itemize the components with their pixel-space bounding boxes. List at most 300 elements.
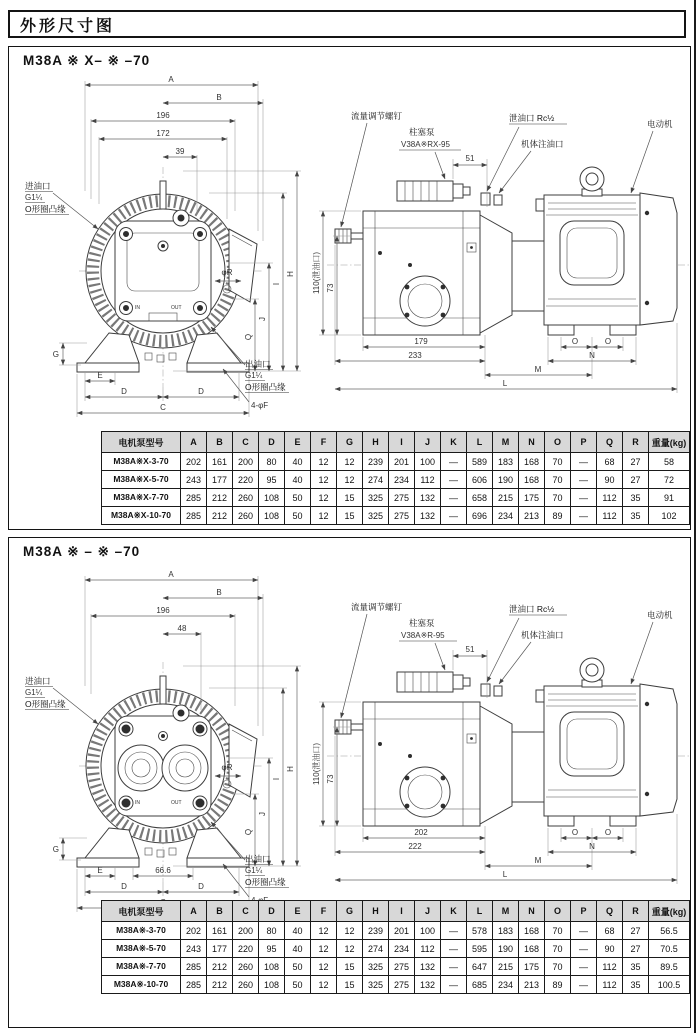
drain-port-label: 泄油口 Rc½: [509, 113, 555, 123]
value-cell: 606: [467, 471, 493, 489]
outlet-thread: G1¼: [245, 866, 263, 875]
column-header: E: [285, 432, 311, 453]
value-cell: 70.5: [649, 940, 690, 958]
table-row: [102, 471, 690, 489]
value-cell: 274: [363, 471, 389, 489]
inlet-title: 进油口: [25, 676, 51, 686]
value-cell: 175: [519, 958, 545, 976]
dim-73-label: 73: [326, 283, 335, 293]
value-cell: 35: [623, 489, 649, 507]
column-header: B: [207, 432, 233, 453]
page-title-text: 外形尺寸图: [20, 17, 116, 35]
dim-d-label: D: [121, 387, 127, 396]
value-cell: 685: [467, 976, 493, 994]
dim-d-label: D: [198, 882, 204, 891]
column-header: J: [415, 432, 441, 453]
value-cell: 275: [389, 489, 415, 507]
dim-202-label: 202: [414, 828, 428, 837]
value-cell: 234: [493, 976, 519, 994]
value-cell: 15: [337, 489, 363, 507]
dim-e-label: E: [97, 371, 103, 380]
value-cell: 234: [389, 471, 415, 489]
dim-51-label: 51: [465, 645, 475, 654]
flow-screw-label: 流量调节螺钉: [351, 602, 403, 612]
inlet-thread: G1¼: [25, 688, 43, 697]
dim-110-label: 110(泄油口): [312, 742, 321, 786]
model-label: M38A ※ – ※ –70: [23, 544, 141, 559]
value-cell: 80: [259, 922, 285, 940]
value-cell: 95: [259, 940, 285, 958]
value-cell: 202: [181, 922, 207, 940]
value-cell: 108: [259, 489, 285, 507]
model-cell: M38A※X-5-70: [102, 471, 181, 489]
outlet-thread: G1¼: [245, 371, 263, 380]
value-cell: —: [441, 489, 467, 507]
spec-table: [101, 900, 690, 994]
value-cell: 50: [285, 958, 311, 976]
value-cell: 285: [181, 489, 207, 507]
value-cell: 70: [545, 940, 571, 958]
value-cell: 260: [233, 976, 259, 994]
dim-g-label: G: [52, 845, 59, 854]
dim-g-label: G: [52, 350, 59, 359]
column-header: H: [363, 901, 389, 922]
value-cell: 325: [363, 489, 389, 507]
dim-110-label: 110(泄油口): [312, 251, 321, 295]
section-m38a-x-70: [8, 46, 691, 530]
dim-233-label: 233: [408, 351, 422, 360]
value-cell: 12: [337, 453, 363, 471]
value-cell: 35: [623, 976, 649, 994]
inlet-flange: O形圈凸缘: [25, 699, 66, 709]
dim-196-label: 196: [156, 111, 170, 120]
value-cell: 325: [363, 507, 389, 525]
value-cell: 15: [337, 976, 363, 994]
pump-model-label: V38A※RX-95: [401, 140, 450, 149]
value-cell: 15: [337, 958, 363, 976]
column-header: M: [493, 432, 519, 453]
column-header: O: [545, 432, 571, 453]
column-header: M: [493, 901, 519, 922]
value-cell: 70: [545, 958, 571, 976]
inlet-flange: O形圈凸缘: [25, 204, 66, 214]
dim-m-label: M: [534, 856, 542, 865]
inlet-title: 进油口: [25, 181, 51, 191]
column-header: F: [311, 432, 337, 453]
dim-q-label: Q: [244, 333, 253, 341]
outlet-flange: O形圈凸缘: [245, 382, 286, 392]
column-header: N: [519, 901, 545, 922]
value-cell: 275: [389, 958, 415, 976]
value-cell: 68: [597, 453, 623, 471]
value-cell: 201: [389, 453, 415, 471]
value-cell: 100.5: [649, 976, 690, 994]
column-header: A: [181, 901, 207, 922]
value-cell: 177: [207, 471, 233, 489]
column-header: R: [623, 901, 649, 922]
value-cell: 27: [623, 453, 649, 471]
value-cell: 578: [467, 922, 493, 940]
value-cell: 12: [311, 940, 337, 958]
value-cell: 12: [337, 940, 363, 958]
value-cell: 12: [311, 453, 337, 471]
outlet-title: 出油口: [245, 854, 271, 864]
value-cell: —: [571, 940, 597, 958]
value-cell: 90: [597, 471, 623, 489]
dim-66-6-label: 66.6: [155, 866, 171, 875]
page-title: [8, 10, 686, 38]
value-cell: 239: [363, 922, 389, 940]
dim-j-label: J: [258, 812, 267, 816]
table-row: [102, 976, 690, 994]
column-header: H: [363, 432, 389, 453]
dim-l-label: L: [502, 870, 508, 879]
value-cell: —: [571, 922, 597, 940]
value-cell: 168: [519, 922, 545, 940]
pump-and-motor-body: [335, 167, 677, 335]
value-cell: 12: [311, 489, 337, 507]
front-view-drawing: [23, 564, 313, 916]
value-cell: 212: [207, 507, 233, 525]
value-cell: 132: [415, 489, 441, 507]
piston-pump-label: 柱塞泵: [409, 127, 435, 137]
value-cell: 108: [259, 507, 285, 525]
column-header: 重量(kg): [649, 901, 690, 922]
side-view-drawing: [305, 103, 697, 398]
value-cell: 168: [519, 940, 545, 958]
dim-172-label: 172: [156, 129, 170, 138]
dim-h-label: H: [286, 271, 295, 277]
inlet-callout: [25, 181, 98, 229]
value-cell: 213: [519, 507, 545, 525]
value-cell: 161: [207, 922, 233, 940]
inlet-callout: [25, 676, 98, 724]
table-header-row: [102, 432, 690, 453]
dim-e-label: E: [97, 866, 103, 875]
value-cell: 275: [389, 976, 415, 994]
value-cell: 15: [337, 507, 363, 525]
outlet-title: 出油口: [245, 359, 271, 369]
pump-and-motor-body: [335, 658, 677, 826]
value-cell: 27: [623, 922, 649, 940]
value-cell: 50: [285, 489, 311, 507]
value-cell: 50: [285, 507, 311, 525]
value-cell: 183: [493, 922, 519, 940]
value-cell: 201: [389, 922, 415, 940]
piston-pump-label: 柱塞泵: [409, 618, 435, 628]
value-cell: 168: [519, 471, 545, 489]
value-cell: 12: [311, 471, 337, 489]
value-cell: 12: [311, 976, 337, 994]
dim-48-label: 48: [177, 624, 187, 633]
value-cell: 89: [545, 507, 571, 525]
value-cell: 161: [207, 453, 233, 471]
value-cell: 595: [467, 940, 493, 958]
flow-screw-label: 流量调节螺钉: [351, 111, 403, 121]
value-cell: 177: [207, 940, 233, 958]
value-cell: —: [571, 976, 597, 994]
table-row: [102, 940, 690, 958]
dim-i-label: I: [272, 282, 281, 286]
value-cell: 72: [649, 471, 690, 489]
value-cell: —: [441, 976, 467, 994]
dim-d-label: D: [198, 387, 204, 396]
value-cell: 40: [285, 453, 311, 471]
value-cell: 70: [545, 471, 571, 489]
value-cell: 56.5: [649, 922, 690, 940]
value-cell: 220: [233, 940, 259, 958]
dim-179-label: 179: [414, 337, 428, 346]
value-cell: 112: [597, 489, 623, 507]
dim-c-label: C: [160, 403, 166, 412]
value-cell: 108: [259, 976, 285, 994]
value-cell: 202: [181, 453, 207, 471]
value-cell: 212: [207, 489, 233, 507]
value-cell: —: [571, 453, 597, 471]
motor-label: 电动机: [647, 119, 673, 129]
model-label: M38A ※ X– ※ –70: [23, 53, 151, 68]
value-cell: —: [571, 489, 597, 507]
value-cell: 12: [337, 471, 363, 489]
table-row: [102, 489, 690, 507]
value-cell: 239: [363, 453, 389, 471]
value-cell: 89.5: [649, 958, 690, 976]
body-fill-label: 机体注油口: [521, 630, 564, 640]
dim-d-label: D: [121, 882, 127, 891]
drain-port-label: 泄油口 Rc½: [509, 604, 555, 614]
column-header: O: [545, 901, 571, 922]
column-header: C: [233, 432, 259, 453]
column-header: Q: [597, 901, 623, 922]
dim-39-label: 39: [175, 147, 185, 156]
value-cell: 68: [597, 922, 623, 940]
value-cell: 50: [285, 976, 311, 994]
dim-phi-r-label: φR: [221, 763, 233, 772]
column-header: I: [389, 901, 415, 922]
value-cell: 35: [623, 958, 649, 976]
value-cell: 12: [311, 922, 337, 940]
cast-mark-in: IN: [135, 305, 140, 311]
column-header: K: [441, 432, 467, 453]
value-cell: 234: [493, 507, 519, 525]
cast-mark-out: OUT: [171, 305, 182, 311]
dim-l-label: L: [502, 379, 508, 388]
value-cell: 325: [363, 976, 389, 994]
value-cell: 215: [493, 489, 519, 507]
column-header: P: [571, 901, 597, 922]
dim-q-label: Q: [244, 828, 253, 836]
value-cell: 40: [285, 471, 311, 489]
column-header: E: [285, 901, 311, 922]
value-cell: —: [571, 471, 597, 489]
value-cell: —: [441, 958, 467, 976]
value-cell: 175: [519, 489, 545, 507]
value-cell: 80: [259, 453, 285, 471]
model-cell: M38A※X-3-70: [102, 453, 181, 471]
value-cell: 212: [207, 976, 233, 994]
dim-b-label: B: [216, 588, 222, 597]
value-cell: 285: [181, 507, 207, 525]
column-header: D: [259, 901, 285, 922]
dim-a-label: A: [168, 75, 174, 84]
value-cell: 100: [415, 922, 441, 940]
value-cell: 200: [233, 453, 259, 471]
column-header: Q: [597, 432, 623, 453]
pump-model-label: V38A※R-95: [401, 631, 445, 640]
dim-b-label: B: [216, 93, 222, 102]
section-m38a-70: [8, 537, 691, 1028]
value-cell: 12: [337, 922, 363, 940]
column-header: B: [207, 901, 233, 922]
value-cell: 102: [649, 507, 690, 525]
value-cell: 260: [233, 507, 259, 525]
dim-o-label: O: [604, 828, 612, 837]
value-cell: 91: [649, 489, 690, 507]
dim-a-label: A: [168, 570, 174, 579]
value-cell: 647: [467, 958, 493, 976]
value-cell: 190: [493, 471, 519, 489]
value-cell: 190: [493, 940, 519, 958]
value-cell: —: [441, 453, 467, 471]
value-cell: 274: [363, 940, 389, 958]
dim-51-label: 51: [465, 154, 475, 163]
dim-o-label: O: [604, 337, 612, 346]
column-header: 电机泵型号: [102, 901, 181, 922]
value-cell: 200: [233, 922, 259, 940]
value-cell: 27: [623, 471, 649, 489]
value-cell: —: [441, 922, 467, 940]
dim-i-label: I: [272, 777, 281, 781]
value-cell: 212: [207, 958, 233, 976]
column-header: N: [519, 432, 545, 453]
dim-n-label: N: [589, 842, 595, 851]
value-cell: 132: [415, 507, 441, 525]
value-cell: 132: [415, 958, 441, 976]
value-cell: 112: [415, 471, 441, 489]
column-header: A: [181, 432, 207, 453]
value-cell: 168: [519, 453, 545, 471]
dim-o-label: O: [571, 337, 579, 346]
model-cell: M38A※X-7-70: [102, 489, 181, 507]
table-row: [102, 453, 690, 471]
value-cell: 89: [545, 976, 571, 994]
value-cell: 100: [415, 453, 441, 471]
value-cell: 112: [597, 976, 623, 994]
column-header: J: [415, 901, 441, 922]
value-cell: 183: [493, 453, 519, 471]
table-row: [102, 958, 690, 976]
value-cell: 12: [311, 507, 337, 525]
column-header: I: [389, 432, 415, 453]
value-cell: 40: [285, 922, 311, 940]
value-cell: 70: [545, 922, 571, 940]
value-cell: 243: [181, 471, 207, 489]
model-cell: M38A※-7-70: [102, 958, 181, 976]
side-view-drawing: [305, 594, 697, 889]
dim-m-label: M: [534, 365, 542, 374]
value-cell: 27: [623, 940, 649, 958]
value-cell: 112: [415, 940, 441, 958]
column-header: R: [623, 432, 649, 453]
column-header: P: [571, 432, 597, 453]
column-header: L: [467, 901, 493, 922]
value-cell: 260: [233, 489, 259, 507]
value-cell: 260: [233, 958, 259, 976]
value-cell: —: [441, 507, 467, 525]
dim-73-label: 73: [326, 774, 335, 784]
cast-mark-out: OUT: [171, 800, 182, 806]
table-header-row: [102, 901, 690, 922]
value-cell: 40: [285, 940, 311, 958]
value-cell: 132: [415, 976, 441, 994]
inlet-thread: G1¼: [25, 193, 43, 202]
value-cell: 213: [519, 976, 545, 994]
column-header: K: [441, 901, 467, 922]
model-cell: M38A※X-10-70: [102, 507, 181, 525]
value-cell: 70: [545, 453, 571, 471]
column-header: D: [259, 432, 285, 453]
column-header: G: [337, 432, 363, 453]
column-header: G: [337, 901, 363, 922]
dim-phi-r-label: φR: [221, 268, 233, 277]
table-row: [102, 922, 690, 940]
dim-222-label: 222: [408, 842, 422, 851]
dim-j-label: J: [258, 317, 267, 321]
value-cell: 325: [363, 958, 389, 976]
body-fill-label: 机体注油口: [521, 139, 564, 149]
value-cell: 90: [597, 940, 623, 958]
value-cell: 70: [545, 489, 571, 507]
model-cell: M38A※-5-70: [102, 940, 181, 958]
dim-n-label: N: [589, 351, 595, 360]
value-cell: —: [441, 471, 467, 489]
outlet-flange: O形圈凸缘: [245, 877, 286, 887]
value-cell: 112: [597, 507, 623, 525]
column-header: F: [311, 901, 337, 922]
table-row: [102, 507, 690, 525]
dim-h-label: H: [286, 766, 295, 772]
value-cell: 589: [467, 453, 493, 471]
column-header: C: [233, 901, 259, 922]
foot-holes-label: 4-φF: [251, 401, 269, 410]
value-cell: 12: [311, 958, 337, 976]
value-cell: 243: [181, 940, 207, 958]
column-header: 重量(kg): [649, 432, 690, 453]
value-cell: —: [571, 507, 597, 525]
value-cell: 220: [233, 471, 259, 489]
value-cell: —: [571, 958, 597, 976]
value-cell: 285: [181, 976, 207, 994]
value-cell: 658: [467, 489, 493, 507]
column-header: 电机泵型号: [102, 432, 181, 453]
value-cell: 215: [493, 958, 519, 976]
value-cell: 95: [259, 471, 285, 489]
value-cell: —: [441, 940, 467, 958]
value-cell: 58: [649, 453, 690, 471]
dim-196-label: 196: [156, 606, 170, 615]
model-cell: M38A※-10-70: [102, 976, 181, 994]
cast-mark-in: IN: [135, 800, 140, 806]
value-cell: 285: [181, 958, 207, 976]
value-cell: 275: [389, 507, 415, 525]
value-cell: 112: [597, 958, 623, 976]
column-header: L: [467, 432, 493, 453]
value-cell: 108: [259, 958, 285, 976]
model-cell: M38A※-3-70: [102, 922, 181, 940]
front-view-drawing: [23, 69, 313, 421]
dim-o-label: O: [571, 828, 579, 837]
value-cell: 35: [623, 507, 649, 525]
